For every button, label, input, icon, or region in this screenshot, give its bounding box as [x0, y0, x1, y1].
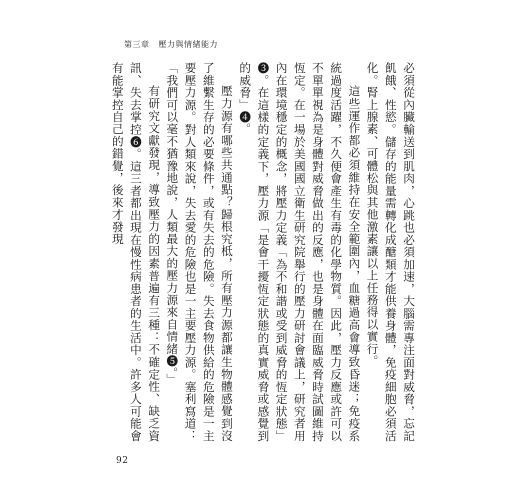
- running-header: [124, 39, 218, 50]
- paragraph: 壓力源有哪些共通點？歸根究柢，所有壓力源都讓生物體感覺到沒了維繫生存的必要條件，或有失去的危險。失去食物供給的危險是一主要壓力源。對人類來說，失去愛的危險也是一主要壓力源。塞利寫道：「我們可以毫不猶豫地說，人類最大的壓力源來自情緒❺。」: [165, 62, 234, 442]
- paragraph: 有研究文獻發現，導致壓力的因素普遍有三種：不確定性、缺乏資訊、失去掌控❻。這三者都出現在慢性病患者的生活中。許多人可能會有能掌控自己的錯覺，後來才發現: [110, 62, 162, 442]
- paragraph: 這些運作都必須維持在安全範圍內，血糖過高會導致昏迷；免疫系統過度活躍，不久便會產生有毒的化學物質。因此，壓力反應或許可以不單單視為是身體對威脅做出的反應，也是身體在面臨威脅時試圖維持恆定。在一場於美國國立衛生研究院舉行的壓力研討會議上，研究者用內在環境穩定的概念，將壓力定義「為不和諧或受到威脅的恆定狀態」❸。在這樣的定義下，壓力源「是會干擾恆定狀態的真實威脅或感覺到的威脅」❹。: [238, 62, 362, 442]
- chapter-title: 壓力與情緒能力: [158, 40, 219, 49]
- chapter-label: 第三章: [124, 40, 150, 49]
- paragraph: 必須從內臟輸送到肌肉，心跳也必須加速，大腦需專注面對威脅，忘記飢餓、性慾。儲存的能量需轉化成醣類才能供養身體，免疫細胞必須活化。腎上腺素、可體松與其他激素讓以上任務得以實行。: [365, 62, 416, 442]
- page-number: 92: [116, 456, 129, 466]
- body-text: [108, 62, 418, 442]
